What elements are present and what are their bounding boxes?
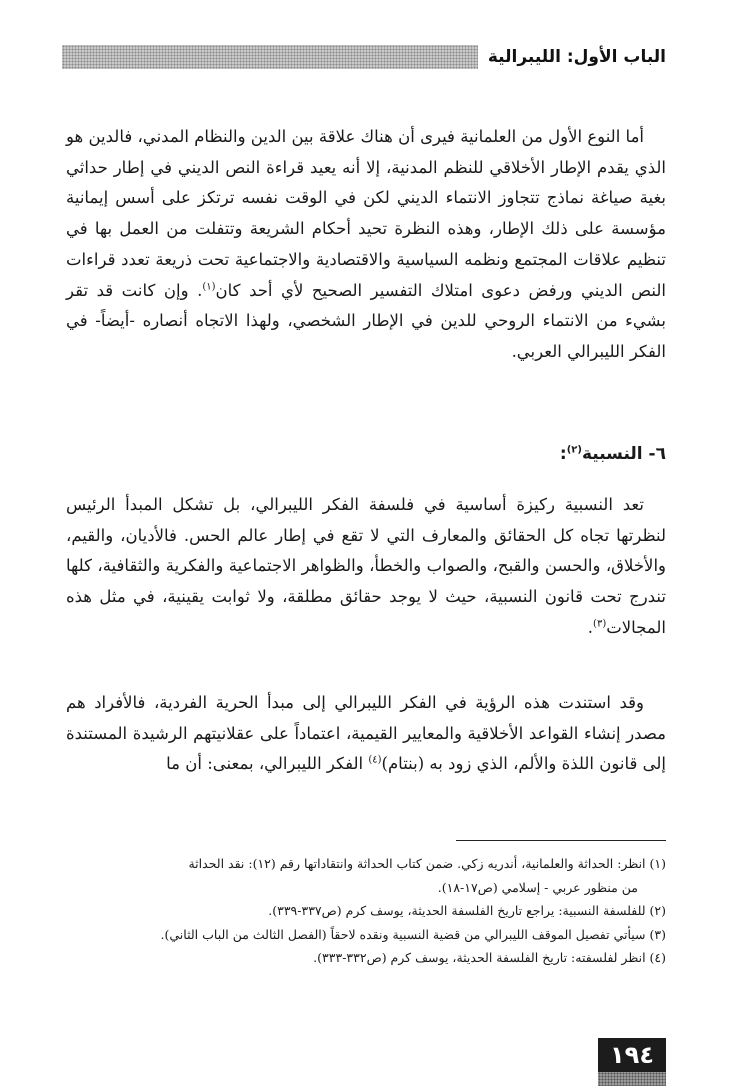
running-header [62,40,666,74]
paragraph-secularism [66,122,666,368]
paragraph-tail: . [587,617,594,637]
footnote-ref-1[interactable]: (١) [202,281,216,293]
footnote-ref-3[interactable]: (٣) [593,618,607,630]
paragraph-body: تعد النسبية ركيزة أساسية في فلسفة الفكر الليبرالي، بل تشكل المبدأ الرئيس لنظرتها تجاه كل الحقائق والمعارف التي لا تقع في إطار عالم الحس. فالأديان، والقيم، والأخلاق، والحسن والقبح، والصواب والخطأ، والظواهر الاجتماعية والفكرية والثقافية، كلها تندرج تحت قانون النسبية، حيث لا يوجد حقائق مطلقة، ولا ثوابت يقينية، في مثل هذه المجالات [66,495,666,637]
paragraph-individual-freedom [66,688,666,780]
footnote-ref-2[interactable]: (٢) [566,444,582,456]
footnote-ref-4[interactable]: (٤) [368,754,382,766]
paragraph-relativism [66,490,666,644]
footnote-1: (١) انظر: الحداثة والعلمانية، أندريه زكي. ضمن كتاب الحداثة وانتقاداتها رقم (١٢): نقد الحداثة [188,856,666,871]
heading-text: ٦- النسبية [581,444,666,464]
footnotes [66,852,666,970]
page-number: ١٩٤ [598,1038,666,1072]
footnote-2: (٢) للفلسفة النسبية: يراجع تاريخ الفلسفة الحديثة، يوسف كرم (ص٣٣٧-٣٣٩). [268,903,666,918]
footnote-3: (٣) سيأتي تفصيل الموقف الليبرالي من قضية النسبية ونقده لاحقاً (الفصل الثالث من الباب الثاني). [160,926,666,942]
section-heading-relativism [560,444,666,464]
header-decorative-band [62,45,478,69]
paragraph-text [66,688,666,780]
page-number-decorative-band [598,1072,666,1086]
paragraph-text [66,122,666,368]
chapter-title: الباب الأول: الليبرالية [487,47,666,67]
paragraph-body: أما النوع الأول من العلمانية فيرى أن هناك علاقة بين الدين والنظام المدني، فالدين هو الذي يقدم الإطار الأخلاقي للنظم المدنية، إلا أنه يعيد قراءة النص الديني في إطار حداثي بغية صياغة نماذج تتجاوز الانتماء الديني لكن في الوقت نفسه ترتكز على أسس إيمانية مؤسسة على ذلك الإطار، وهذه النظرة تحيد أحكام الشريعة وتتفلت من العمل بها في تنظيم علاقات المجتمع ونظمه السياسية والاقتصادية والاجتماعية تحت ذريعة تعدد قراءات النص الديني ورفض دعوى امتلاك التفسير الصحيح لأي أحد كان [66,127,666,300]
paragraph-body: وقد استندت هذه الرؤية في الفكر الليبرالي إلى مبدأ الحرية الفردية، فالأفراد هم مصدر إنشاء القواعد الأخلاقية والمعايير القيمية، اعتماداً على عقلانيتهم الرشيدة المستندة إلى قانون اللذة والألم، الذي زود به (بنتام) [66,693,666,774]
heading-colon: : [559,444,567,464]
footnote-4: (٤) انظر لفلسفته: تاريخ الفلسفة الحديثة، يوسف كرم (ص٣٣٢-٣٣٣). [313,950,666,965]
paragraph-tail: الفكر الليبرالي، بمعنى: أن ما [166,754,369,774]
paragraph-tail: . وإن كانت قد تقر بشيء من الانتماء الروحي للدين في الإطار الشخصي، ولهذا الاتجاه أنصاره -أيضاً- في الفكر الليبرالي العربي. [66,280,666,361]
footnote-1-continuation: من منظور عربي - إسلامي (ص١٧-١٨). [437,879,638,895]
footnote-separator [456,840,666,841]
paragraph-text [66,490,666,644]
